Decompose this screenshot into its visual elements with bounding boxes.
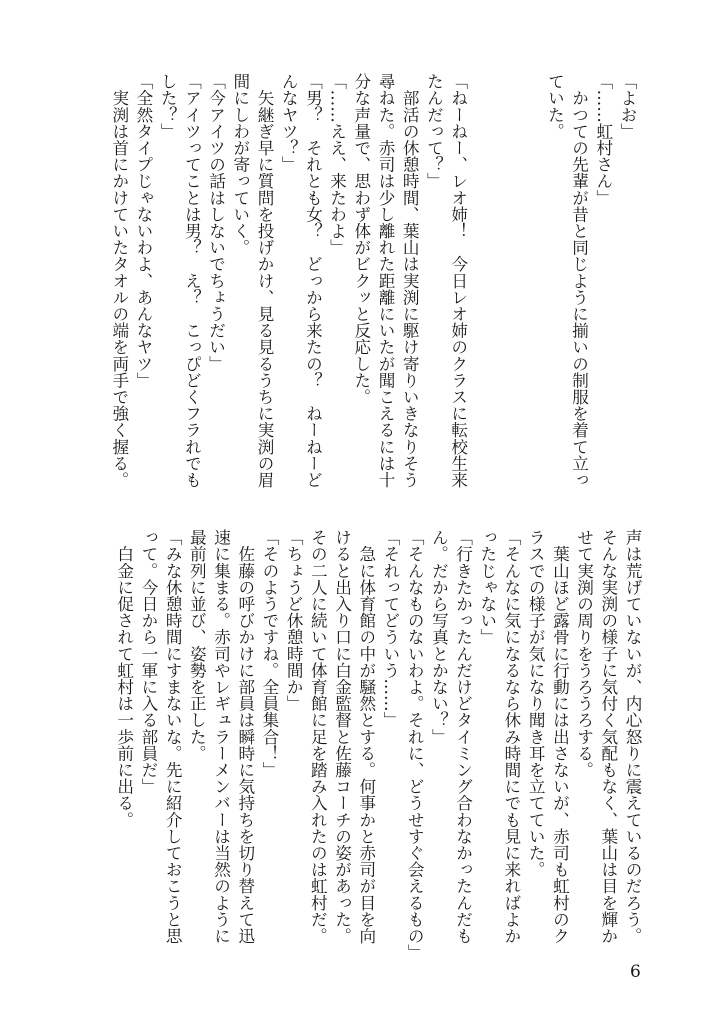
text-line: んなヤツ？」 [279,73,299,173]
text-line: 部活の休憩時間、葉山は実渕に駆け寄りいきなりそう [400,73,420,488]
text-line [494,73,518,513]
text-line: 尋ねた。赤司は少し離れた距離にいたが聞こえるには十 [376,73,396,488]
text-line: けると出入り口に白金監督と佐藤コーチの姿があった。 [332,529,352,944]
text-line: 「男？ それとも女？ どっから来たの？ ねーねーど [303,73,323,488]
text-line: 「ねーねー、レオ姉！ 今日レオ姉のクラスに転校生来 [448,73,468,488]
text-line: かつての先輩が昔と同じように揃いの制服を着て立っ [569,73,589,488]
text-line: そんな実渕の様子に気付く気配もなく、葉山は目を輝か [598,529,618,944]
text-line: 間にしわが寄っていく。 [230,73,250,256]
page-number: 6 [630,962,641,982]
text-line: 「それってどういう……」 [380,529,400,729]
text-line: 「そのようですね。全員集合！」 [259,529,279,778]
text-block-upper [107,73,639,513]
text-line [470,73,494,513]
text-line: 「行きたかったんだけどタイミング合わなかったんだも [453,529,473,944]
text-line: ったじゃない」 [477,529,497,646]
text-line: 「ちょうど休憩時間か」 [284,529,304,712]
text-line: 「……ええ、来たわよ」 [327,73,347,256]
text-line: 「みな休憩時間にすまないな。先に紹介しておこうと思 [163,529,183,944]
text-line: ん。だから写真とかない？」 [429,529,449,745]
text-line: って。今日から一軍に入る部員だ」 [138,529,158,795]
text-line: 実渕は首にかけていたタオルの端を両手で強く握る。 [109,73,129,488]
text-line: ていた。 [545,73,565,140]
text-line: 佐藤の呼びかけに部員は瞬時に気持ちを切り替えて迅 [235,529,255,944]
text-line: 急に体育館の中が騒然とする。何事かと赤司が目を向 [356,529,376,944]
text-line: 声は荒げていないが、内心怒りに震えているのだろう。 [623,529,642,944]
text-line: 「……虹村さん」 [593,73,613,206]
text-line: 最前列に並び、姿勢を正した。 [187,529,207,762]
text-line: 「そんなに気になるなら休み時間にでも見に来ればよか [501,529,521,944]
text-line: せて実渕の周りをうろうろする。 [574,529,594,778]
text-line: 速に集まる。赤司やレギュラーメンバーは当然のように [211,529,231,944]
text-line: その二人に続いて体育館に足を踏み入れたのは虹村だ。 [308,529,328,944]
text-line: ラスでの様子が気になり聞き耳を立てていた。 [526,529,546,878]
text-line: した？」 [158,73,178,140]
text-line: たんだって？」 [424,73,444,190]
text-line: 白金に促されて虹村は一歩前に出る。 [114,529,134,828]
text-line [518,73,542,513]
text-line: 葉山ほど露骨に行動には出さないが、赤司も虹村のク [550,529,570,944]
text-line: 「今アイツの話はしないでちょうだい」 [206,73,226,372]
text-line: 分な声量で、思わず体がビクッと反応した。 [351,73,371,405]
text-line: 矢継ぎ早に質問を投げかけ、見る見るうちに実渕の眉 [255,73,274,488]
text-block-lower [112,529,644,969]
text-line: 「全然タイプじゃないわよ、あんなヤツ」 [133,73,153,389]
text-line: 「アイツってことは男？ え？ こっぴどくフラれでも [182,73,202,488]
text-line: 「そんなものないわよ。それに、どうせすぐ会えるもの」 [405,529,425,961]
text-line: 「よお」 [618,73,637,140]
